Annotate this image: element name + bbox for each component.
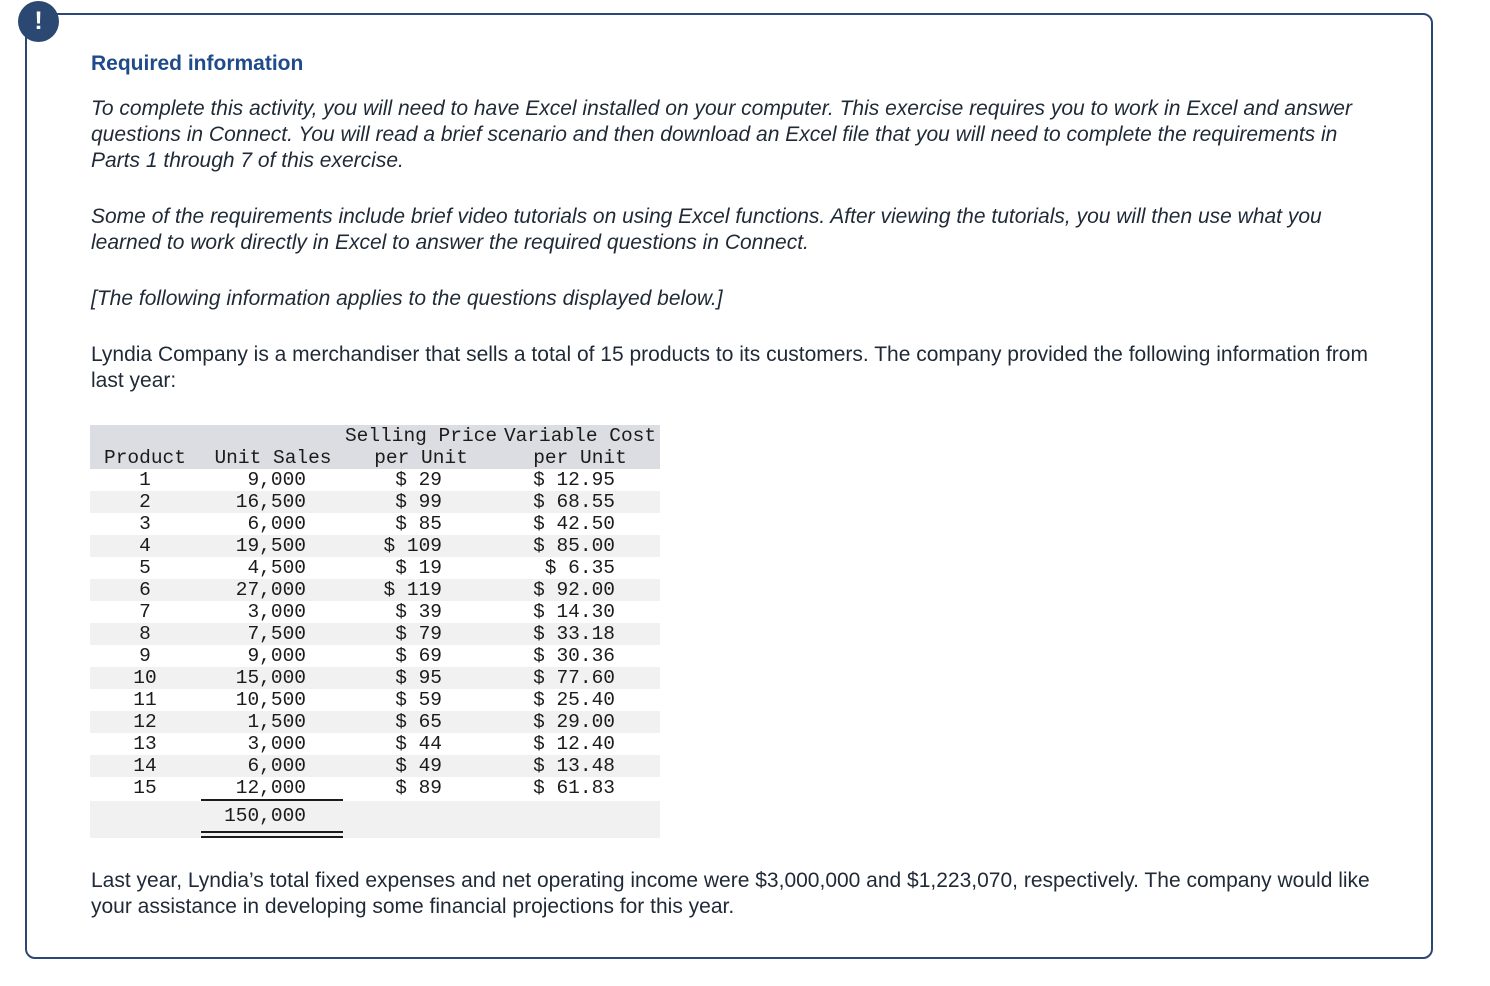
selling-price-cell: $ 109	[383, 535, 442, 557]
selling-price-cell: $ 99	[395, 491, 442, 513]
unit-sales-cell: 15,000	[235, 667, 306, 689]
unit-sales-cell: 19,500	[235, 535, 306, 557]
selling-price-cell: $ 119	[383, 579, 442, 601]
product-cell: 8	[139, 623, 151, 645]
unit-sales-cell: 16,500	[235, 491, 306, 513]
variable-cost-cell: $ 61.83	[533, 777, 615, 799]
table-row	[90, 645, 660, 667]
product-cell: 12	[133, 711, 157, 733]
unit-sales-cell: 9,000	[247, 645, 306, 667]
product-cell: 4	[139, 535, 151, 557]
variable-cost-cell: $ 12.95	[533, 469, 615, 491]
table-row	[90, 777, 660, 799]
variable-cost-cell: $ 6.35	[544, 557, 615, 579]
table-row	[90, 733, 660, 755]
table-row	[90, 535, 660, 557]
alert-icon: !	[18, 1, 59, 42]
variable-cost-cell: $ 12.40	[533, 733, 615, 755]
unit-sales-cell: 7,500	[247, 623, 306, 645]
variable-cost-cell: $ 14.30	[533, 601, 615, 623]
variable-cost-cell: $ 92.00	[533, 579, 615, 601]
table-row	[90, 689, 660, 711]
unit-sales-cell: 3,000	[247, 733, 306, 755]
variable-cost-cell: $ 77.60	[533, 667, 615, 689]
section-heading: Required information	[91, 52, 304, 75]
scenario-paragraph: Lyndia Company is a merchandiser that sells a total of 15 products to its customers. The company provided the following information from last year:	[91, 343, 1368, 392]
variable-cost-cell: $ 25.40	[533, 689, 615, 711]
selling-price-cell: $ 59	[395, 689, 442, 711]
product-cell: 14	[133, 755, 157, 777]
variable-cost-cell: $ 13.48	[533, 755, 615, 777]
selling-price-cell: $ 79	[395, 623, 442, 645]
total-single-rule	[201, 799, 343, 801]
table-row	[90, 601, 660, 623]
header-selling-price: Selling Price per Unit	[344, 425, 498, 469]
selling-price-cell: $ 95	[395, 667, 442, 689]
table-row	[90, 623, 660, 645]
selling-price-cell: $ 69	[395, 645, 442, 667]
product-cell: 2	[139, 491, 151, 513]
unit-sales-cell: 10,500	[235, 689, 306, 711]
unit-sales-cell: 12,000	[235, 777, 306, 799]
selling-price-cell: $ 49	[395, 755, 442, 777]
selling-price-cell: $ 44	[395, 733, 442, 755]
table-row	[90, 469, 660, 491]
selling-price-cell: $ 29	[395, 469, 442, 491]
unit-sales-cell: 9,000	[247, 469, 306, 491]
selling-price-cell: $ 85	[395, 513, 442, 535]
product-cell: 9	[139, 645, 151, 667]
unit-sales-cell: 27,000	[235, 579, 306, 601]
table-row	[90, 557, 660, 579]
header-product: Product	[104, 447, 186, 469]
product-cell: 7	[139, 601, 151, 623]
unit-sales-cell: 6,000	[247, 755, 306, 777]
variable-cost-cell: $ 85.00	[533, 535, 615, 557]
unit-sales-cell: 3,000	[247, 601, 306, 623]
selling-price-cell: $ 65	[395, 711, 442, 733]
table-row	[90, 711, 660, 733]
unit-sales-cell: 1,500	[247, 711, 306, 733]
selling-price-cell: $ 39	[395, 601, 442, 623]
product-cell: 6	[139, 579, 151, 601]
header-variable-cost: Variable Cost per Unit	[503, 425, 657, 469]
applies-note: [The following information applies to the questions displayed below.]	[91, 287, 723, 310]
selling-price-cell: $ 89	[395, 777, 442, 799]
product-cell: 15	[133, 777, 157, 799]
variable-cost-cell: $ 33.18	[533, 623, 615, 645]
total-double-rule	[201, 831, 343, 838]
closing-paragraph: Last year, Lyndia’s total fixed expenses and net operating income were $3,000,000 and $1,223,070, respectively. The company would like your assistance in developing some financial projections for this year.	[91, 869, 1370, 918]
tutorials-paragraph: Some of the requirements include brief video tutorials on using Excel functions. After viewing the tutorials, you will then use what you learned to work directly in Excel to answer the required questions in Connect.	[91, 205, 1322, 254]
product-cell: 11	[133, 689, 157, 711]
product-cell: 5	[139, 557, 151, 579]
product-data-table	[90, 425, 660, 838]
table-row	[90, 579, 660, 601]
variable-cost-cell: $ 30.36	[533, 645, 615, 667]
variable-cost-cell: $ 42.50	[533, 513, 615, 535]
total-row	[90, 801, 660, 838]
product-cell: 1	[139, 469, 151, 491]
table-row	[90, 755, 660, 777]
product-cell: 13	[133, 733, 157, 755]
variable-cost-cell: $ 29.00	[533, 711, 615, 733]
intro-paragraph: To complete this activity, you will need to have Excel installed on your computer. This exercise requires you to work in Excel and answer questions in Connect. You will read a brief scenario and then download an Excel file that you will need to complete the requirements in Parts 1 through 7 of this exercise.	[91, 97, 1352, 172]
selling-price-cell: $ 19	[395, 557, 442, 579]
unit-sales-cell: 4,500	[247, 557, 306, 579]
table-row	[90, 491, 660, 513]
product-cell: 10	[133, 667, 157, 689]
variable-cost-cell: $ 68.55	[533, 491, 615, 513]
total-unit-sales: 150,000	[224, 805, 306, 827]
table-row	[90, 667, 660, 689]
product-cell: 3	[139, 513, 151, 535]
table-row	[90, 513, 660, 535]
unit-sales-cell: 6,000	[247, 513, 306, 535]
header-unit-sales: Unit Sales	[214, 447, 332, 469]
